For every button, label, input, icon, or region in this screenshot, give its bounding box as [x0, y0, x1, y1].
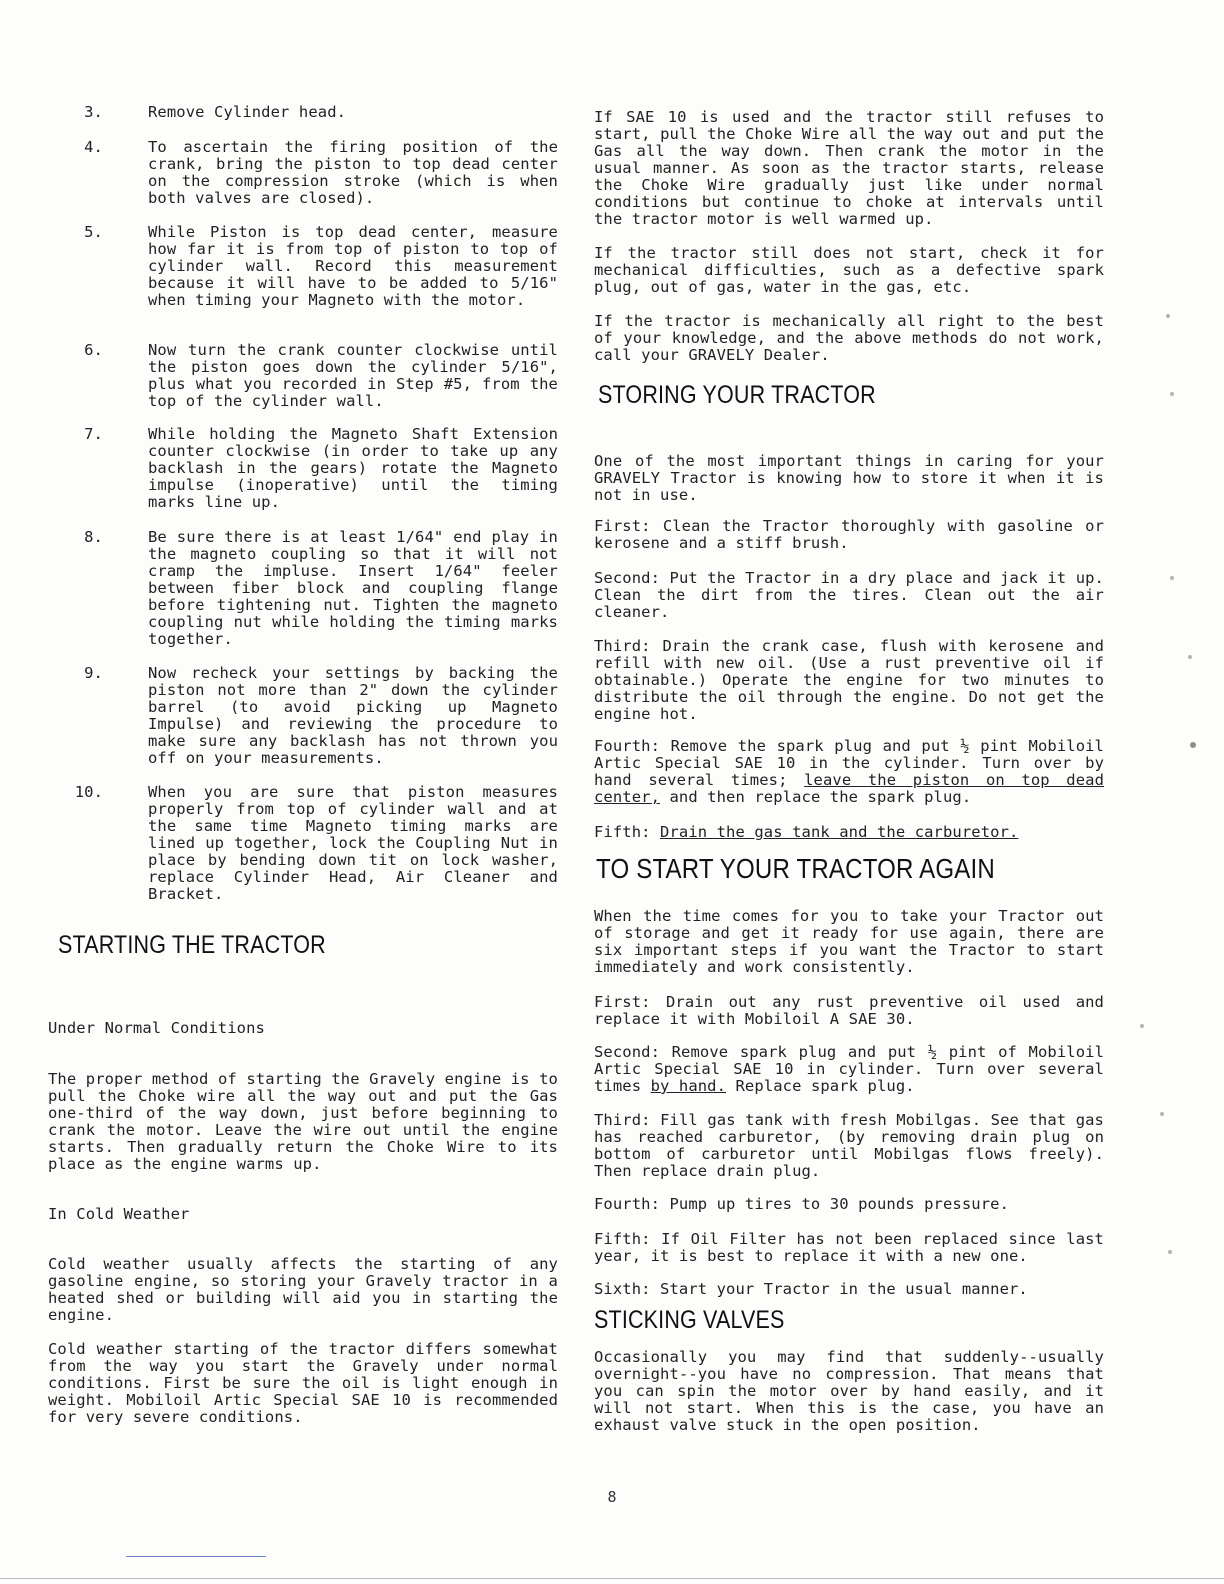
step-5	[48, 224, 558, 309]
page-number: 8	[607, 1488, 617, 1506]
storing-step-fourth	[594, 738, 1104, 806]
scan-speck	[1188, 655, 1192, 659]
scan-speck	[1170, 392, 1174, 396]
step-number: 6.	[84, 341, 103, 359]
start-again-step-fifth: Fifth: If Oil Filter has not been replaced since last year, it is best to replace it with a new one.	[594, 1230, 1104, 1265]
paragraph-start-again-intro: When the time comes for you to take your Tractor out of storage and get it ready for use again, there are six important steps if you want the Tractor to start immediately and work consistently.	[594, 907, 1104, 976]
step-number: 7.	[84, 425, 103, 443]
scan-speck	[1160, 1112, 1164, 1116]
storing-step-second: Second: Put the Tractor in a dry place and jack it up. Clean the dirt from the tires. Clean out the air cleaner.	[594, 569, 1104, 621]
storing-fifth-underlined: Drain the gas tank and the carburetor.	[660, 823, 1019, 841]
storing-step-fifth	[594, 824, 1104, 841]
scan-speck	[1190, 742, 1196, 748]
storing-fourth-underlined: leave the piston on top dead center,	[594, 771, 1105, 806]
storing-fourth-text: Fourth: Remove the spark plug and put ½ pint Mobiloil Artic Special SAE 10 in the cylinder. Turn over by hand several times;	[594, 737, 1104, 789]
scan-speck	[1166, 314, 1170, 318]
paragraph-call-dealer: If the tractor is mechanically all right to the best of your knowledge, and the above methods do not work, call your GRAVELY Dealer.	[594, 312, 1104, 364]
heading-storing-your-tractor: STORING YOUR TRACTOR	[598, 381, 876, 409]
scan-speck	[1168, 1250, 1172, 1254]
start-again-step-sixth: Sixth: Start your Tractor in the usual manner.	[594, 1280, 1028, 1298]
storing-fifth-label: Fifth:	[594, 823, 661, 841]
start-again-second-underlined: by hand.	[650, 1077, 727, 1095]
step-number: 5.	[84, 223, 103, 241]
step-text: While Piston is top dead center, measure how far it is from top of piston to top of cylinder wall. Record this measurement because it will have to be added to 5/16" when timing your Magneto with the motor.	[148, 223, 558, 309]
step-6	[48, 342, 558, 410]
heading-starting-the-tractor: STARTING THE TRACTOR	[58, 931, 326, 959]
start-again-step-first: First: Drain out any rust preventive oil used and replace it with Mobiloil A SAE 30.	[594, 993, 1104, 1028]
step-7	[48, 426, 558, 511]
step-number: 8.	[84, 528, 103, 546]
bottom-scan-line	[126, 1556, 266, 1557]
step-text: While holding the Magneto Shaft Extension counter clockwise (in order to take up any backlash in the gears) rotate the Magneto impulse (inoperative) until the timing marks line up.	[148, 425, 558, 511]
step-4	[48, 139, 558, 207]
start-again-second-text: Second: Remove spark plug and put ½ pint of Mobiloil Artic Special SAE 10 in cylinder. Turn over several times	[594, 1043, 1104, 1095]
step-number: 9.	[84, 664, 103, 682]
subheading-cold-weather: In Cold Weather	[48, 1205, 190, 1223]
storing-fourth-end: and then replace the spark plug.	[660, 788, 972, 806]
paragraph-still-not-start: If the tractor still does not start, check it for mechanical difficulties, such as a defective spark plug, out of gas, water in the gas, etc.	[594, 244, 1104, 296]
step-text: Be sure there is at least 1/64" end play in the magneto coupling so that it will not cramp the impluse. Insert 1/64" feeler between fiber block and coupling flange before tightening nut. Tighten the magneto coupling nut while holding the timing marks together.	[148, 528, 558, 648]
step-9	[48, 665, 558, 767]
step-text: Remove Cylinder head.	[148, 103, 347, 121]
paragraph-sticking-valves: Occasionally you may find that suddenly--usually overnight--you have no compression. That means that you can spin the motor over by hand easily, and it will not start. When this is the case, you have an exhaust valve stuck in the open position.	[594, 1348, 1104, 1434]
step-number: 3.	[84, 103, 103, 121]
step-number: 10.	[74, 783, 103, 801]
start-again-step-third: Third: Fill gas tank with fresh Mobilgas. See that gas has reached carburetor, (by removing drain plug on bottom of carburetor until Mobilgas flows freely). Then replace drain plug.	[594, 1111, 1104, 1180]
step-text: When you are sure that piston measures properly from top of cylinder wall and at the same time Magneto timing marks are lined up together, lock the Coupling Nut in place by bending down tit on lock washer, replace Cylinder Head, Air Cleaner and Bracket.	[148, 783, 558, 903]
subheading-normal-conditions: Under Normal Conditions	[48, 1019, 265, 1037]
step-8	[48, 529, 558, 648]
paragraph-normal-conditions: The proper method of starting the Gravely engine is to pull the Choke wire all the way out and put the Gas one-third of the way down, just before beginning to crank the motor. Leave the wire out until the engine starts. Then gradually return the Choke Wire to its place as the engine warms up.	[48, 1070, 558, 1173]
step-10	[48, 784, 558, 903]
start-again-second-end: Replace spark plug.	[726, 1077, 915, 1095]
step-text: To ascertain the firing position of the crank, bring the piston to top dead center on the compression stroke (which is when both valves are closed).	[148, 138, 558, 207]
scan-speck	[1140, 1024, 1144, 1028]
paragraph-cold-weather-2: Cold weather starting of the tractor differs somewhat from the way you start the Gravely under normal conditions. First be sure the oil is light enough in weight. Mobiloil Artic Special SAE 10 is recommended for very severe conditions.	[48, 1340, 558, 1426]
step-text: Now recheck your settings by backing the piston not more than 2" down the cylinder barrel (to avoid picking up Magneto Impulse) and reviewing the procedure to make sure any backlash has not thrown you off on your measurements.	[148, 664, 558, 767]
start-again-step-second	[594, 1044, 1104, 1095]
step-number: 4.	[84, 138, 103, 156]
heading-sticking-valves: STICKING VALVES	[594, 1306, 785, 1334]
paragraph-sae-10: If SAE 10 is used and the tractor still refuses to start, pull the Choke Wire all the way out and put the Gas all the way down. Then crank the motor in the usual manner. As soon as the tractor starts, release the Choke Wire gradually just like under normal conditions but continue to choke at intervals until the tractor motor is well warmed up.	[594, 108, 1104, 228]
start-again-step-fourth: Fourth: Pump up tires to 30 pounds pressure.	[594, 1195, 1009, 1213]
heading-to-start-your-tractor-again: TO START YOUR TRACTOR AGAIN	[596, 853, 995, 884]
storing-step-third: Third: Drain the crank case, flush with kerosene and refill with new oil. (Use a rust preventive oil if obtainable.) Operate the engine for two minutes to distribute the oil through the engine. Do not get the engine hot.	[594, 637, 1104, 723]
bottom-edge-line	[0, 1578, 1224, 1579]
paragraph-cold-weather-1: Cold weather usually affects the starting of any gasoline engine, so storing your Gravely tractor in a heated shed or building will aid you in starting the engine.	[48, 1255, 558, 1324]
paragraph-storing-intro: One of the most important things in caring for your GRAVELY Tractor is knowing how to store it when it is not in use.	[594, 452, 1104, 504]
step-text: Now turn the crank counter clockwise until the piston goes down the cylinder 5/16", plus what you recorded in Step #5, from the top of the cylinder wall.	[148, 341, 558, 410]
step-3	[48, 104, 558, 121]
storing-step-first: First: Clean the Tractor thoroughly with gasoline or kerosene and a stiff brush.	[594, 517, 1104, 552]
scan-speck	[1170, 576, 1174, 580]
